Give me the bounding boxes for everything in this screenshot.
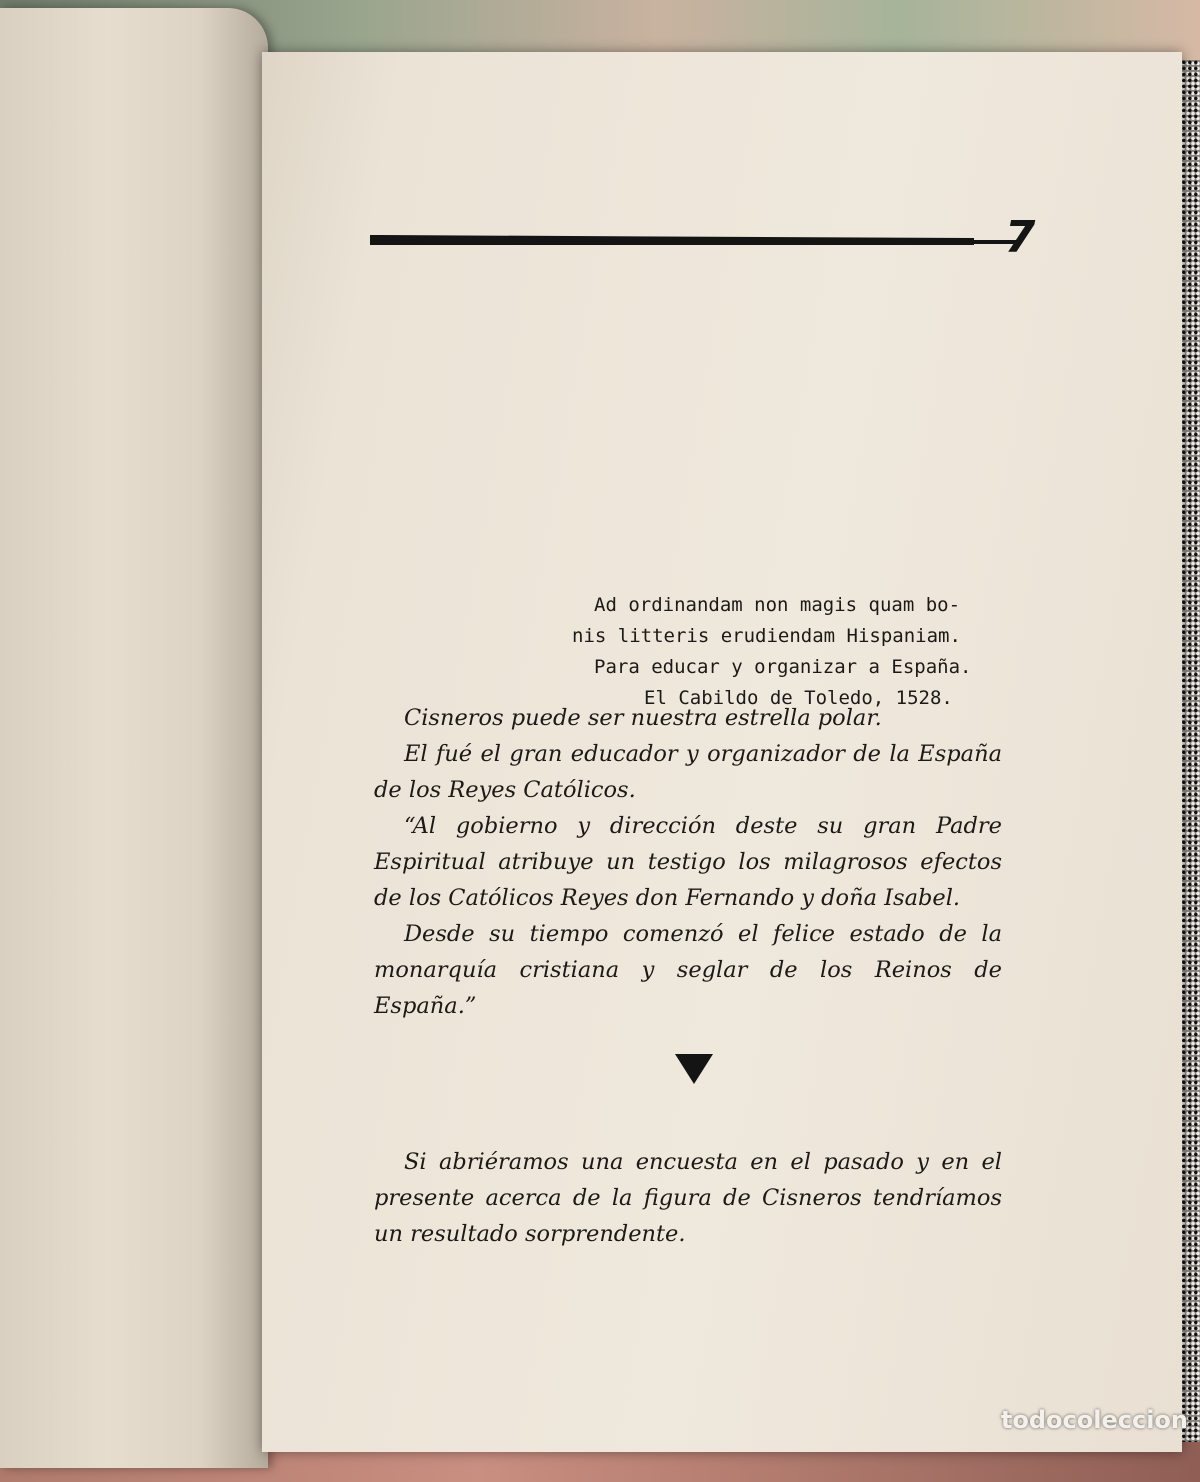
paragraph: “Al gobierno y dirección deste su gran Padre Espiritual atribuye un testigo los milagrosos efectos de los Católicos Reyes don Fernando y doña Isabel. [374,813,1002,911]
closing-text [374,1144,1002,1252]
epigraph-line: nis litteris erudiendam Hispaniam. [572,625,961,647]
paragraph: Cisneros puede ser nuestra estrella polar. [404,705,882,731]
epigraph [562,590,982,714]
header-rule [370,235,974,245]
paragraph: Si abriéramos una encuesta en el pasado y en el presente acerca de la figura de Cisneros tendríamos un resultado sorprendente. [374,1149,1002,1247]
epigraph-line: Ad ordinandam non magis quam bo- [594,594,961,616]
watermark: todocoleccion [1000,1406,1188,1434]
body-text [374,700,1002,1024]
paragraph: El fué el gran educador y organizador de la España de los Reyes Católicos. [374,741,1002,803]
book-page [262,52,1182,1452]
epigraph-line: Para educar y organizar a España. [594,656,972,678]
epigraph-attribution: El Cabildo de Toledo, 1528. [644,687,953,709]
paragraph: Desde su tiempo comenzó el felice estado de la monarquía cristiana y seglar de los Reinos de España.” [374,921,1002,1019]
triangle-ornament-icon [675,1054,713,1084]
curled-left-page [0,8,268,1468]
page-number: 7 [1004,212,1036,263]
